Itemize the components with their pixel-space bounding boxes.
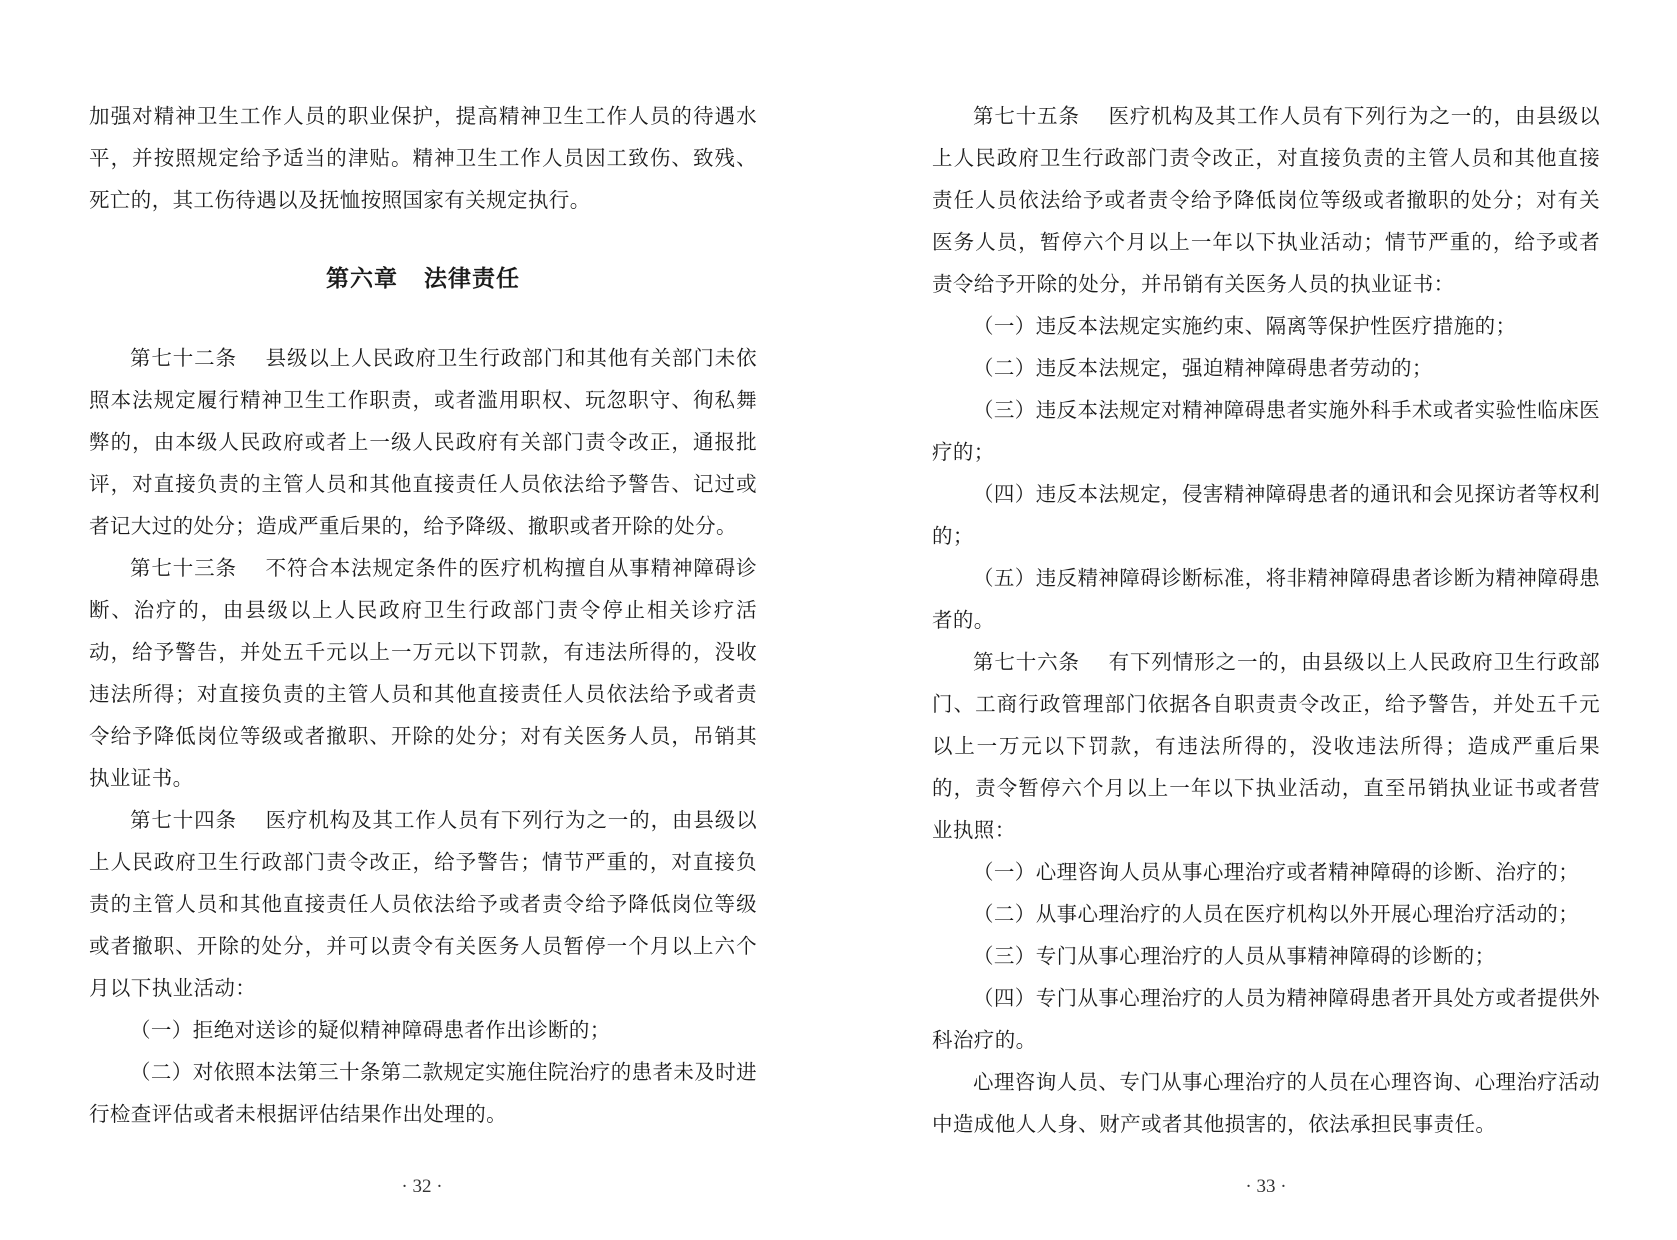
article-label: 第七十二条 — [130, 346, 237, 370]
article-label: 第七十五条 — [973, 104, 1080, 128]
article-72 — [89, 337, 757, 547]
article-text: 县级以上人民政府卫生行政部门和其他有关部门未依照本法规定履行精神卫生工作职责，或者滥用职权、玩忽职守、徇私舞弊的，由本级人民政府或者上一级人民政府有关部门责令改正，通报批评，对直接负责的主管人员和其他直接责任人员依法给予警告、记过或者记大过的处分；造成严重后果的，给予降级、撤职或者开除的处分。 — [89, 346, 758, 538]
list-item: （二）对依照本法第三十条第二款规定实施住院治疗的患者未及时进行检查评估或者未根据评估结果作出处理的。 — [89, 1060, 757, 1126]
list-item: （五）违反精神障碍诊断标准，将非精神障碍患者诊断为精神障碍患者的。 — [932, 566, 1600, 632]
left-page — [0, 0, 838, 1240]
chapter-heading — [89, 258, 757, 300]
article-text: 有下列情形之一的，由县级以上人民政府卫生行政部门、工商行政管理部门依据各自职责责令改正，给予警告，并处五千元以上一万元以下罚款，有违法所得的，没收违法所得；造成严重后果的，责令暂停六个月以上一年以下执业活动，直至吊销执业证书或者营业执照： — [932, 650, 1601, 842]
list-item: （四）违反本法规定，侵害精神障碍患者的通讯和会见探访者等权利的； — [932, 482, 1600, 548]
list-item: （三）违反本法规定对精神障碍患者实施外科手术或者实验性临床医疗的； — [932, 398, 1600, 464]
page-number: · 33 · — [1245, 1176, 1287, 1197]
article-label: 第七十六条 — [973, 650, 1080, 674]
right-page-body — [932, 95, 1600, 1145]
article-74 — [89, 799, 757, 1009]
list-item: （二）违反本法规定，强迫精神障碍患者劳动的； — [973, 356, 1433, 380]
list-item: （一）心理咨询人员从事心理治疗或者精神障碍的诊断、治疗的； — [973, 860, 1580, 884]
article-76 — [932, 641, 1600, 851]
continued-paragraph: 加强对精神卫生工作人员的职业保护，提高精神卫生工作人员的待遇水平，并按照规定给予适当的津贴。精神卫生工作人员因工致伤、致残、死亡的，其工伤待遇以及抚恤按照国家有关规定执行。 — [89, 104, 757, 212]
list-item: （一）违反本法规定实施约束、隔离等保护性医疗措施的； — [973, 314, 1517, 338]
page-number: · 32 · — [401, 1176, 443, 1197]
list-item: （三）专门从事心理治疗的人员从事精神障碍的诊断的； — [973, 944, 1496, 968]
article-label: 第七十三条 — [130, 556, 237, 580]
list-item: （二）从事心理治疗的人员在医疗机构以外开展心理治疗活动的； — [973, 902, 1580, 926]
chapter-number: 第六章 — [326, 266, 398, 292]
chapter-name: 法律责任 — [424, 266, 520, 292]
closing-paragraph: 心理咨询人员、专门从事心理治疗的人员在心理咨询、心理治疗活动中造成他人人身、财产或者其他损害的，依法承担民事责任。 — [932, 1070, 1600, 1136]
left-page-body — [89, 95, 757, 1135]
article-text: 医疗机构及其工作人员有下列行为之一的，由县级以上人民政府卫生行政部门责令改正，对直接负责的主管人员和其他直接责任人员依法给予或者责令给予降低岗位等级或者撤职的处分；对有关医务人员，暂停六个月以上一年以下执业活动；情节严重的，给予或者责令给予开除的处分，并吊销有关医务人员的执业证书： — [932, 104, 1601, 296]
list-item: （四）专门从事心理治疗的人员为精神障碍患者开具处方或者提供外科治疗的。 — [932, 986, 1600, 1052]
article-text: 医疗机构及其工作人员有下列行为之一的，由县级以上人民政府卫生行政部门责令改正，给予警告；情节严重的，对直接负责的主管人员和其他直接责任人员依法给予或者责令给予降低岗位等级或者撤职、开除的处分，并可以责令有关医务人员暂停一个月以上六个月以下执业活动： — [89, 808, 758, 1000]
right-page — [839, 0, 1677, 1240]
article-73 — [89, 547, 757, 799]
article-text: 不符合本法规定条件的医疗机构擅自从事精神障碍诊断、治疗的，由县级以上人民政府卫生行政部门责令停止相关诊疗活动，给予警告，并处五千元以上一万元以下罚款，有违法所得的，没收违法所得；对直接负责的主管人员和其他直接责任人员依法给予或者责令给予降低岗位等级或者撤职、开除的处分；对有关医务人员，吊销其执业证书。 — [89, 556, 758, 790]
list-item: （一）拒绝对送诊的疑似精神障碍患者作出诊断的； — [130, 1018, 611, 1042]
article-75 — [932, 95, 1600, 305]
article-label: 第七十四条 — [130, 808, 237, 832]
